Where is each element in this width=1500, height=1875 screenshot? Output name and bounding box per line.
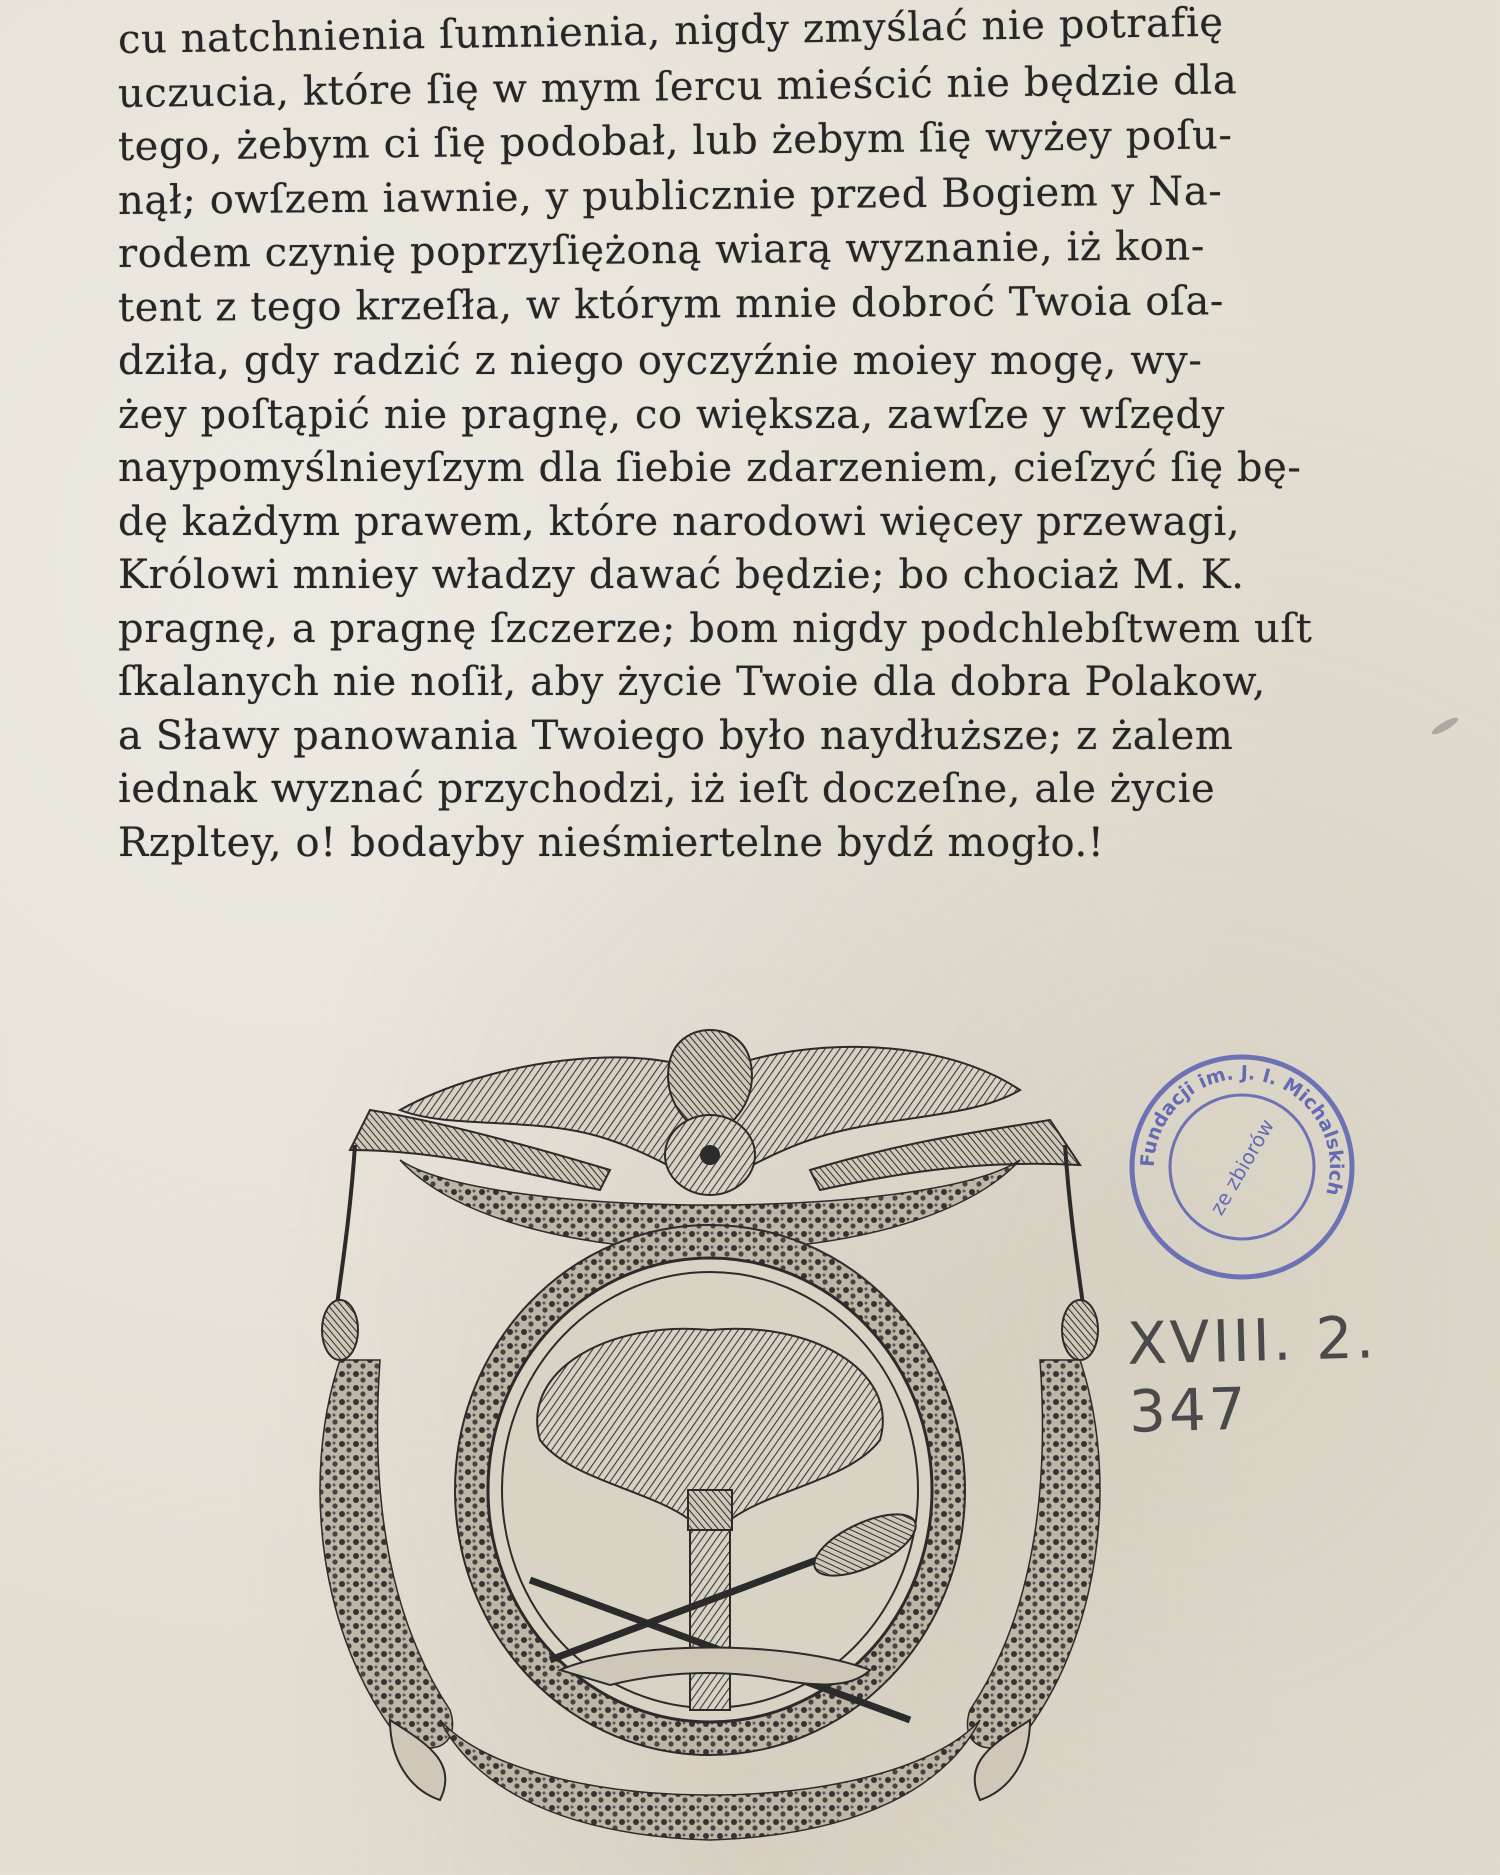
text-line: Rzpltey, o! bodayby nieśmiertelne bydź mogło.!: [118, 819, 1105, 866]
svg-text:ze zbiorów: ze zbiorów: [1204, 1114, 1280, 1220]
eagle-icon: [350, 1030, 1080, 1195]
text-line: cu natchnienia ſumnienia, nigdy zmyślać nie potrafię: [117, 0, 1224, 63]
text-line: naypomyślnieyſzym dla ſiebie zdarzeniem, cieſzyć ſię bę-: [118, 445, 1302, 491]
ink-smudge: [1430, 715, 1460, 737]
engraved-vignette-emblem: [310, 1020, 1110, 1850]
text-line: dę każdym prawem, które narodowi więcey przewagi,: [118, 498, 1241, 545]
text-line: pragnę, a pragnę ſzczerze; bom nigdy podchlebſtwem uſt: [118, 605, 1313, 652]
text-line: żey poſtąpić nie pragnę, co większa, zawſze y wſzędy: [118, 391, 1225, 438]
text-line: nął; owſzem iawnie, y publicznie przed Bogiem y Na-: [117, 167, 1223, 224]
text-line: a Sławy panowania Twoiego było naydłuższe; z żalem: [118, 712, 1234, 759]
text-line: ſkalanych nie noſił, aby życie Twoie dla dobra Polakow,: [118, 659, 1266, 705]
body-text: [117, 0, 1350, 870]
text-line: rodem czynię poprzyſiężoną wiarą wyznanie, iż kon-: [117, 223, 1206, 277]
text-line: uczucia, które ſię w mym ſercu mieścić nie będzie dla: [117, 56, 1238, 117]
shelfmark-number: XVIII. 2. 347: [1126, 1303, 1378, 1446]
library-stamp: [1125, 1050, 1360, 1285]
text-line: iednak wyznać przychodzi, iż ieſt doczeſne, ale życie: [118, 766, 1216, 812]
text-line: Królowi mniey władzy dawać będzie; bo chociaż M. K.: [118, 552, 1245, 598]
text-line: tego, żebym ci ſię podobał, lub żebym ſię wyżey poſu-: [117, 112, 1233, 170]
svg-text:Fundacji im. J. I. Michalskich: Fundacji im. J. I. Michalskich: [1136, 1061, 1348, 1198]
text-line: dziła, gdy radzić z niego oyczyźnie moiey mogę, wy-: [118, 338, 1203, 384]
text-line: tent z tego krzeſła, w którym mnie dobroć Twoia oſa-: [117, 277, 1225, 331]
